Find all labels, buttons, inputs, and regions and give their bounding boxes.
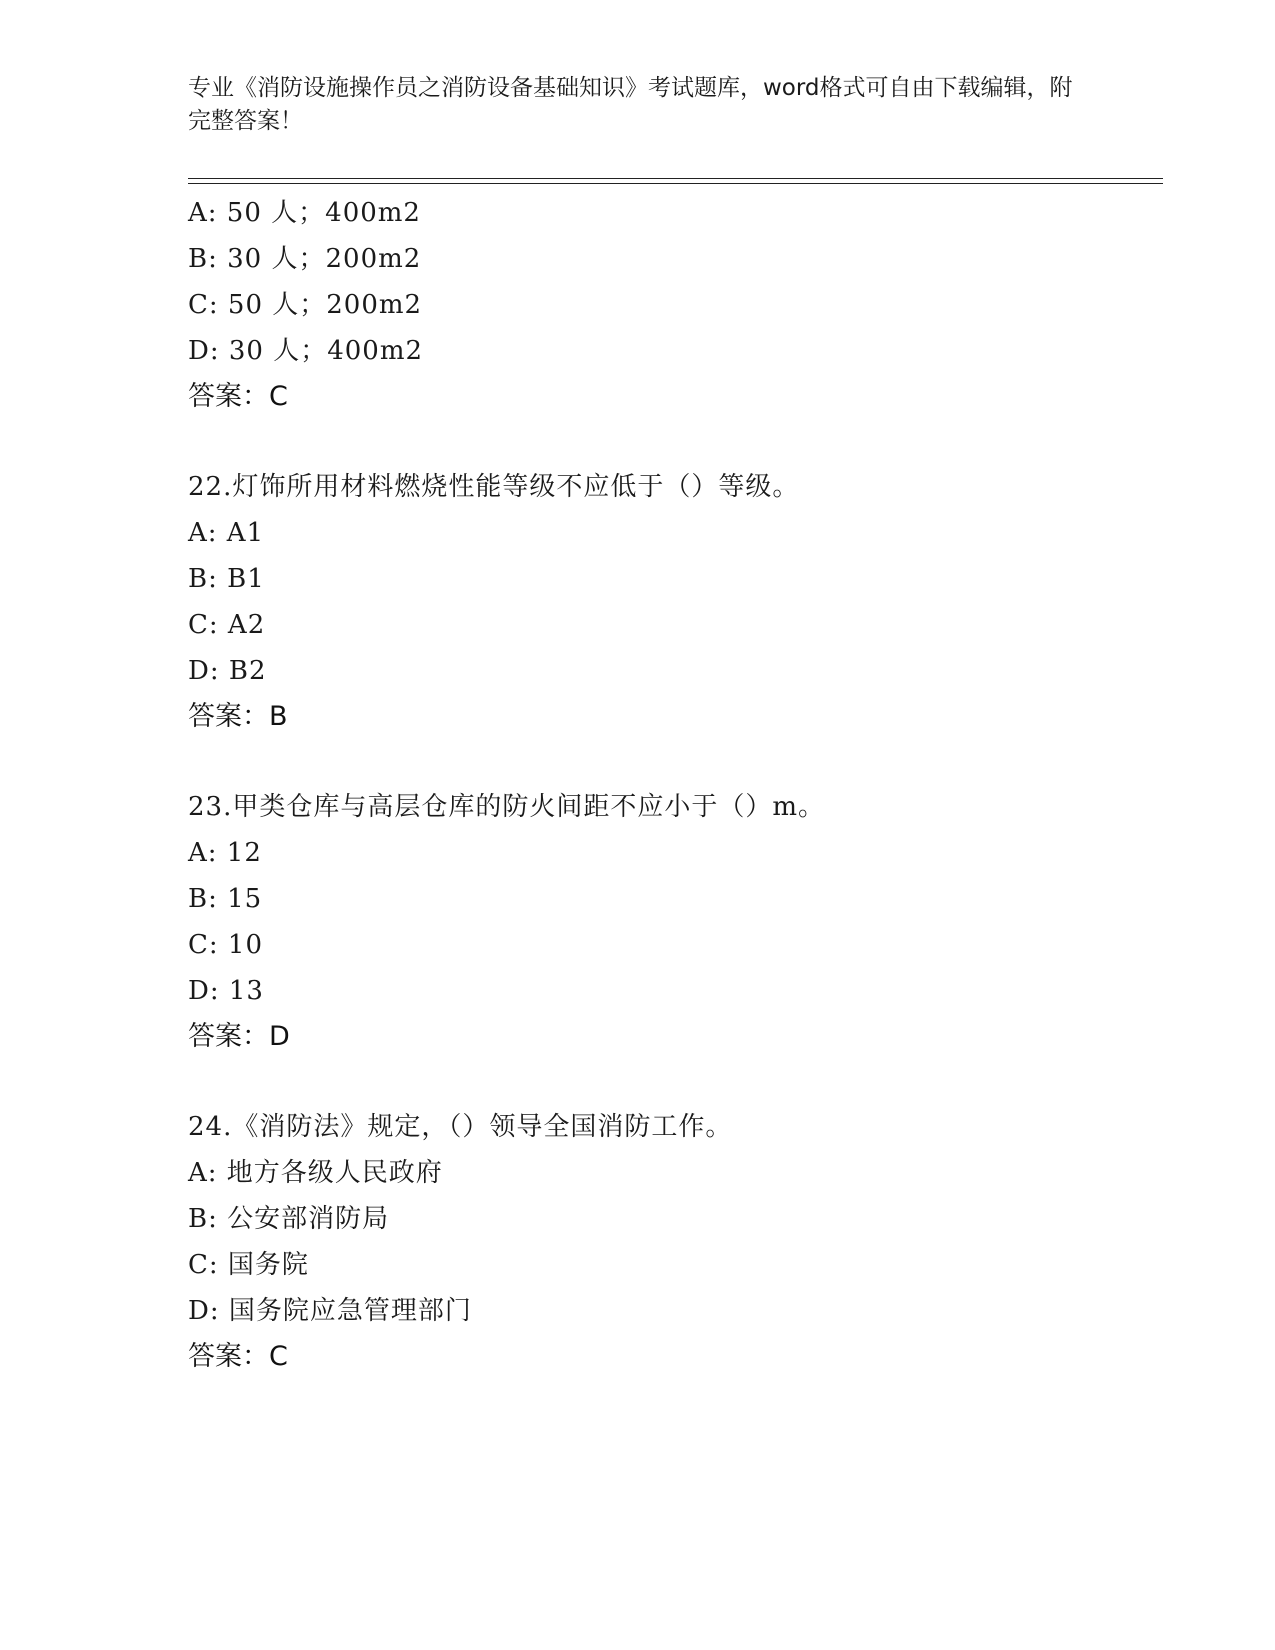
question-22 bbox=[188, 464, 1163, 740]
option-d: D: B2 bbox=[188, 656, 267, 686]
option-b: B: B1 bbox=[188, 564, 265, 594]
question-24 bbox=[188, 1104, 1163, 1380]
option-c: C: A2 bbox=[188, 610, 266, 640]
question-stem: 22.灯饰所用材料燃烧性能等级不应低于（）等级。 bbox=[188, 472, 800, 502]
question-stem: 24.《消防法》规定，（）领导全国消防工作。 bbox=[188, 1112, 733, 1142]
page-header: 专业《消防设施操作员之消防设备基础知识》考试题库，word格式可自由下载编辑，附完整答案！ bbox=[188, 75, 1073, 134]
option-c: C: 50 人；200m2 bbox=[188, 290, 423, 320]
option-a: A: A1 bbox=[188, 518, 265, 548]
question-list bbox=[188, 190, 1163, 1380]
option-c: C: 10 bbox=[188, 930, 264, 960]
option-a: A: 50 人；400m2 bbox=[188, 198, 421, 228]
option-b: B: 30 人；200m2 bbox=[188, 244, 422, 274]
option-d: D: 国务院应急管理部门 bbox=[188, 1296, 472, 1326]
question-23 bbox=[188, 784, 1163, 1060]
answer-label: 答案：D bbox=[188, 1021, 290, 1052]
answer-label: 答案：C bbox=[188, 1341, 288, 1372]
option-b: B: 15 bbox=[188, 884, 263, 914]
question-21 bbox=[188, 190, 1163, 420]
answer-label: 答案：C bbox=[188, 381, 288, 412]
question-stem: 23.甲类仓库与高层仓库的防火间距不应小于（）m。 bbox=[188, 792, 826, 822]
option-c: C: 国务院 bbox=[188, 1250, 309, 1280]
option-d: D: 13 bbox=[188, 976, 264, 1006]
answer-label: 答案：B bbox=[188, 701, 288, 732]
option-a: A: 地方各级人民政府 bbox=[188, 1158, 443, 1188]
option-b: B: 公安部消防局 bbox=[188, 1204, 390, 1234]
option-d: D: 30 人；400m2 bbox=[188, 336, 424, 366]
header-divider-top bbox=[188, 178, 1163, 179]
option-a: A: 12 bbox=[188, 838, 262, 868]
header-divider-bottom bbox=[188, 183, 1163, 184]
